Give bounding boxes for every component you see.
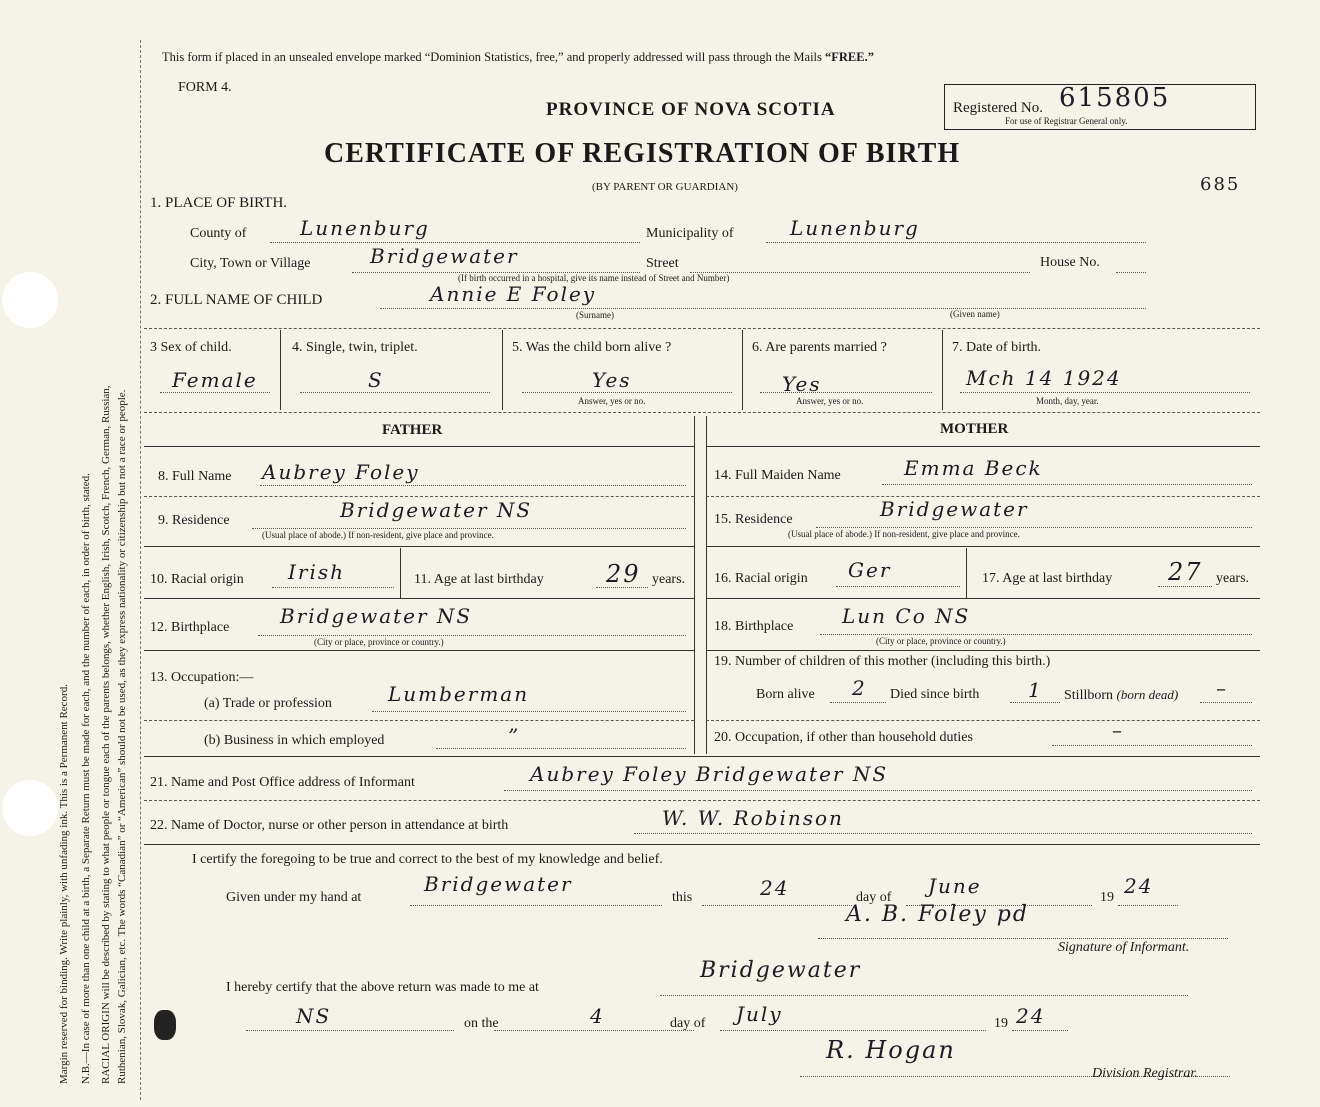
mother-occupation-label: 20. Occupation, if other than household duties — [714, 730, 973, 745]
died-line — [1010, 702, 1060, 703]
certificate-subtitle: (BY PARENT OR GUARDIAN) — [592, 181, 738, 193]
father-heading: FATHER — [382, 422, 443, 438]
given-year-value: 24 — [1124, 874, 1154, 898]
rule-name-row — [144, 496, 694, 497]
side-note-margin: Margin reserved for binding. Write plainly, with unfading ink. This is a Permanent Record. — [58, 684, 70, 1084]
registrar-year-line — [1012, 1030, 1068, 1031]
stillborn-value: – — [1216, 676, 1228, 700]
form-number: FORM 4. — [178, 80, 232, 95]
mother-name-line — [882, 484, 1252, 485]
city-label: City, Town or Village — [190, 256, 311, 271]
given-year-line — [1118, 905, 1178, 906]
alive-note: Answer, yes or no. — [578, 396, 646, 406]
punch-hole-bottom — [2, 780, 58, 836]
registrar-month-line — [720, 1030, 986, 1031]
registered-label: Registered No. — [953, 100, 1043, 116]
died-label: Died since birth — [890, 687, 980, 702]
given-place-line — [410, 905, 662, 906]
married-note: Answer, yes or no. — [796, 396, 864, 406]
alive-line — [522, 392, 732, 393]
registrar-day-line — [494, 1030, 694, 1031]
registrar-year-prefix: 19 — [994, 1016, 1008, 1031]
certificate-title: CERTIFICATE OF REGISTRATION OF BIRTH — [324, 138, 961, 169]
mother-abode-note: (Usual place of abode.) If non-resident, give place and province. — [788, 529, 1020, 539]
father-occupation-label: 13. Occupation:— — [150, 670, 254, 685]
registrar-place-line — [660, 995, 1188, 996]
mother-city-note: (City or place, province or country.) — [876, 636, 1006, 646]
father-birthplace-value: Bridgewater NS — [280, 604, 473, 628]
street-line — [690, 272, 1030, 273]
mother-birthplace-label: 18. Birthplace — [714, 619, 794, 634]
registrar-statement: I hereby certify that the above return was made to me at — [226, 980, 539, 995]
parents-divider-right — [706, 416, 707, 754]
children-label: 19. Number of children of this mother (including this birth.) — [714, 654, 1051, 669]
mother-occupation-line — [1052, 745, 1252, 746]
registrar-day-of-label: day of — [670, 1016, 706, 1031]
mother-age-line — [1158, 586, 1212, 587]
registered-number: 615805 — [1059, 83, 1171, 113]
registrar-year-value: 24 — [1016, 1004, 1046, 1028]
dob-value: Mch 14 1924 — [966, 366, 1122, 390]
side-note-nb: N.B.—In case of more than one child at a birth, a Separate Return must be made for each, and the number of each, in order of birth, stated. — [80, 473, 92, 1084]
given-month-value: June — [928, 874, 982, 898]
dob-label: 7. Date of birth. — [952, 340, 1042, 355]
mother-birthplace-line — [820, 634, 1252, 635]
mother-birthplace-value: Lun Co NS — [842, 604, 971, 628]
mail-notice-text: This form if placed in an unsealed envelope marked “Dominion Statistics, free,” and properly addressed will pass through the Mails — [162, 50, 822, 64]
died-value: 1 — [1028, 678, 1043, 702]
father-racial-value: Irish — [288, 560, 346, 584]
house-label: House No. — [1040, 255, 1100, 270]
father-name-line — [260, 485, 686, 486]
rule-mother-residence-row — [706, 546, 1260, 547]
mother-racial-line — [836, 586, 960, 587]
sex-line — [160, 392, 270, 393]
born-alive-line — [830, 702, 886, 703]
father-city-note: (City or place, province or country.) — [314, 637, 444, 647]
alive-label: 5. Was the child born alive ? — [512, 340, 672, 355]
dob-line — [960, 392, 1250, 393]
margin-rule — [140, 40, 141, 1100]
mail-notice — [162, 50, 874, 65]
father-residence-label: 9. Residence — [158, 513, 230, 528]
father-birthplace-line — [258, 635, 686, 636]
mother-racial-divider — [966, 548, 967, 598]
stillborn-note: (born dead) — [1116, 687, 1179, 702]
registrar-place-value: Bridgewater — [700, 958, 862, 983]
rule-father-heading — [144, 446, 694, 447]
mother-occupation-value: – — [1112, 718, 1124, 742]
registrar-day-value: 4 — [590, 1004, 605, 1028]
registration-box — [944, 84, 1256, 130]
mother-name-label: 14. Full Maiden Name — [714, 468, 841, 483]
rule-mother-heading — [706, 446, 1260, 447]
year-prefix: 19 — [1100, 890, 1114, 905]
sex-label: 3 Sex of child. — [150, 340, 232, 355]
dob-note: Month, day, year. — [1036, 396, 1099, 406]
mail-notice-free: “FREE.” — [825, 50, 874, 64]
rule-mother-birthplace-row — [706, 650, 1260, 651]
mother-years-label: years. — [1216, 571, 1250, 586]
county-value: Lunenburg — [300, 216, 430, 240]
informant-line — [504, 790, 1252, 791]
mother-residence-label: 15. Residence — [714, 512, 793, 527]
given-day-value: 24 — [760, 876, 790, 900]
registrar-month-value: July — [736, 1002, 783, 1026]
mother-age-value: 27 — [1168, 558, 1203, 586]
married-label: 6. Are parents married ? — [752, 340, 887, 355]
alive-value: Yes — [592, 368, 632, 392]
street-label: Street — [646, 256, 679, 271]
rule-trade-row — [144, 720, 694, 721]
mother-name-value: Emma Beck — [904, 456, 1043, 480]
on-the-label: on the — [464, 1016, 499, 1031]
rule-children-row — [706, 720, 1260, 721]
county-label: County of — [190, 226, 247, 241]
father-name-value: Aubrey Foley — [262, 460, 420, 484]
rule-parents-top — [144, 412, 1260, 413]
stillborn-label-text: Stillborn — [1064, 688, 1114, 703]
father-age-value: 29 — [606, 560, 641, 588]
corner-mark: 685 — [1200, 174, 1241, 195]
father-residence-value: Bridgewater NS — [340, 498, 533, 522]
given-day-line — [702, 905, 852, 906]
rule-birthplace-row — [144, 650, 694, 651]
registrar-use-note: For use of Registrar General only. — [1005, 116, 1128, 126]
father-business-label: (b) Business in which employed — [204, 733, 385, 748]
divider-6-7 — [942, 330, 943, 410]
registrar-place2-value: NS — [296, 1004, 332, 1028]
father-birthplace-label: 12. Birthplace — [150, 620, 230, 635]
given-name-note: (Given name) — [950, 309, 1000, 319]
province-heading: PROVINCE OF NOVA SCOTIA — [546, 99, 836, 120]
born-alive-label: Born alive — [756, 687, 815, 702]
side-note-racial-cont: Ruthenian, Slovak, Galician, etc. The words “Canadian” or “American” should not be used, as they express nationality or citizenship but not a race or people. — [116, 389, 128, 1084]
registrar-signature: R. Hogan — [826, 1036, 956, 1064]
rule-doctor-row — [144, 844, 1260, 845]
informant-signature-line — [818, 938, 1228, 939]
municipality-line — [766, 242, 1146, 243]
father-residence-line — [252, 528, 686, 529]
child-name-value: Annie E Foley — [430, 282, 597, 306]
born-alive-value: 2 — [852, 676, 867, 700]
rule-informant-row — [144, 800, 1260, 801]
informant-value: Aubrey Foley Bridgewater NS — [530, 762, 889, 786]
house-line — [1116, 272, 1146, 273]
father-years-label: years. — [652, 572, 686, 587]
municipality-value: Lunenburg — [790, 216, 920, 240]
mother-racial-value: Ger — [848, 558, 892, 582]
father-trade-value: Lumberman — [388, 682, 530, 706]
father-racial-divider — [400, 548, 401, 598]
doctor-value: W. W. Robinson — [662, 806, 844, 830]
divider-3-4 — [280, 330, 281, 410]
mother-racial-label: 16. Racial origin — [714, 571, 808, 586]
this-label: this — [672, 890, 693, 905]
plurality-label: 4. Single, twin, triplet. — [292, 340, 418, 355]
place-heading: 1. PLACE OF BIRTH. — [150, 195, 288, 211]
married-value: Yes — [782, 372, 822, 396]
rule-mother-racial-row — [706, 598, 1260, 599]
father-racial-line — [272, 587, 394, 588]
rule-residence-row — [144, 546, 694, 547]
given-label: Given under my hand at — [226, 890, 362, 905]
certify-statement: I certify the foregoing to be true and correct to the best of my knowledge and belief. — [192, 852, 663, 867]
divider-5-6 — [742, 330, 743, 410]
signature-informant-label: Signature of Informant. — [1058, 940, 1190, 955]
plurality-value: S — [368, 368, 384, 392]
child-name-label: 2. FULL NAME OF CHILD — [150, 292, 323, 308]
rule-racial-row — [144, 598, 694, 599]
day-of-label: day of — [856, 890, 892, 905]
parents-divider-left — [694, 416, 695, 754]
child-name-line — [380, 308, 1146, 309]
doctor-line — [634, 833, 1252, 834]
hospital-note: (If birth occurred in a hospital, give its name instead of Street and Number) — [458, 273, 730, 283]
punch-hole-top — [2, 272, 58, 328]
father-trade-label: (a) Trade or profession — [204, 696, 332, 711]
registrar-place2-line — [246, 1030, 454, 1031]
mother-residence-line — [816, 527, 1252, 528]
informant-signature: A. B. Foley pd — [846, 902, 1029, 927]
division-registrar-label: Division Registrar. — [1092, 1066, 1198, 1081]
sex-value: Female — [172, 368, 258, 392]
father-racial-label: 10. Racial origin — [150, 572, 244, 587]
father-business-line — [436, 748, 686, 749]
doctor-label: 22. Name of Doctor, nurse or other person in attendance at birth — [150, 818, 509, 833]
stillborn-line — [1200, 702, 1252, 703]
father-business-value: ” — [508, 724, 521, 748]
surname-note: (Surname) — [576, 310, 614, 320]
side-note-racial: RACIAL ORIGIN will be described by stating to what people or tongue each of the parents belongs, whether English, Irish, Scotch, French, German, Russian, — [100, 385, 112, 1084]
stillborn-label — [1064, 687, 1178, 704]
plurality-line — [300, 392, 490, 393]
father-abode-note: (Usual place of abode.) If non-resident, give place and province. — [262, 530, 494, 540]
ink-blot — [154, 1010, 176, 1040]
father-trade-line — [372, 711, 686, 712]
father-name-label: 8. Full Name — [158, 469, 232, 484]
divider-4-5 — [502, 330, 503, 410]
county-line — [270, 242, 640, 243]
informant-label: 21. Name and Post Office address of Informant — [150, 775, 415, 790]
municipality-label: Municipality of — [646, 226, 734, 241]
given-place-value: Bridgewater — [424, 872, 573, 896]
rule-occupation-row — [144, 756, 1260, 757]
mother-heading: MOTHER — [940, 421, 1009, 437]
city-value: Bridgewater — [370, 244, 519, 268]
mother-age-label: 17. Age at last birthday — [982, 571, 1113, 586]
mother-residence-value: Bridgewater — [880, 497, 1029, 521]
father-age-label: 11. Age at last birthday — [414, 572, 544, 587]
rule-row3-top — [144, 328, 1260, 329]
